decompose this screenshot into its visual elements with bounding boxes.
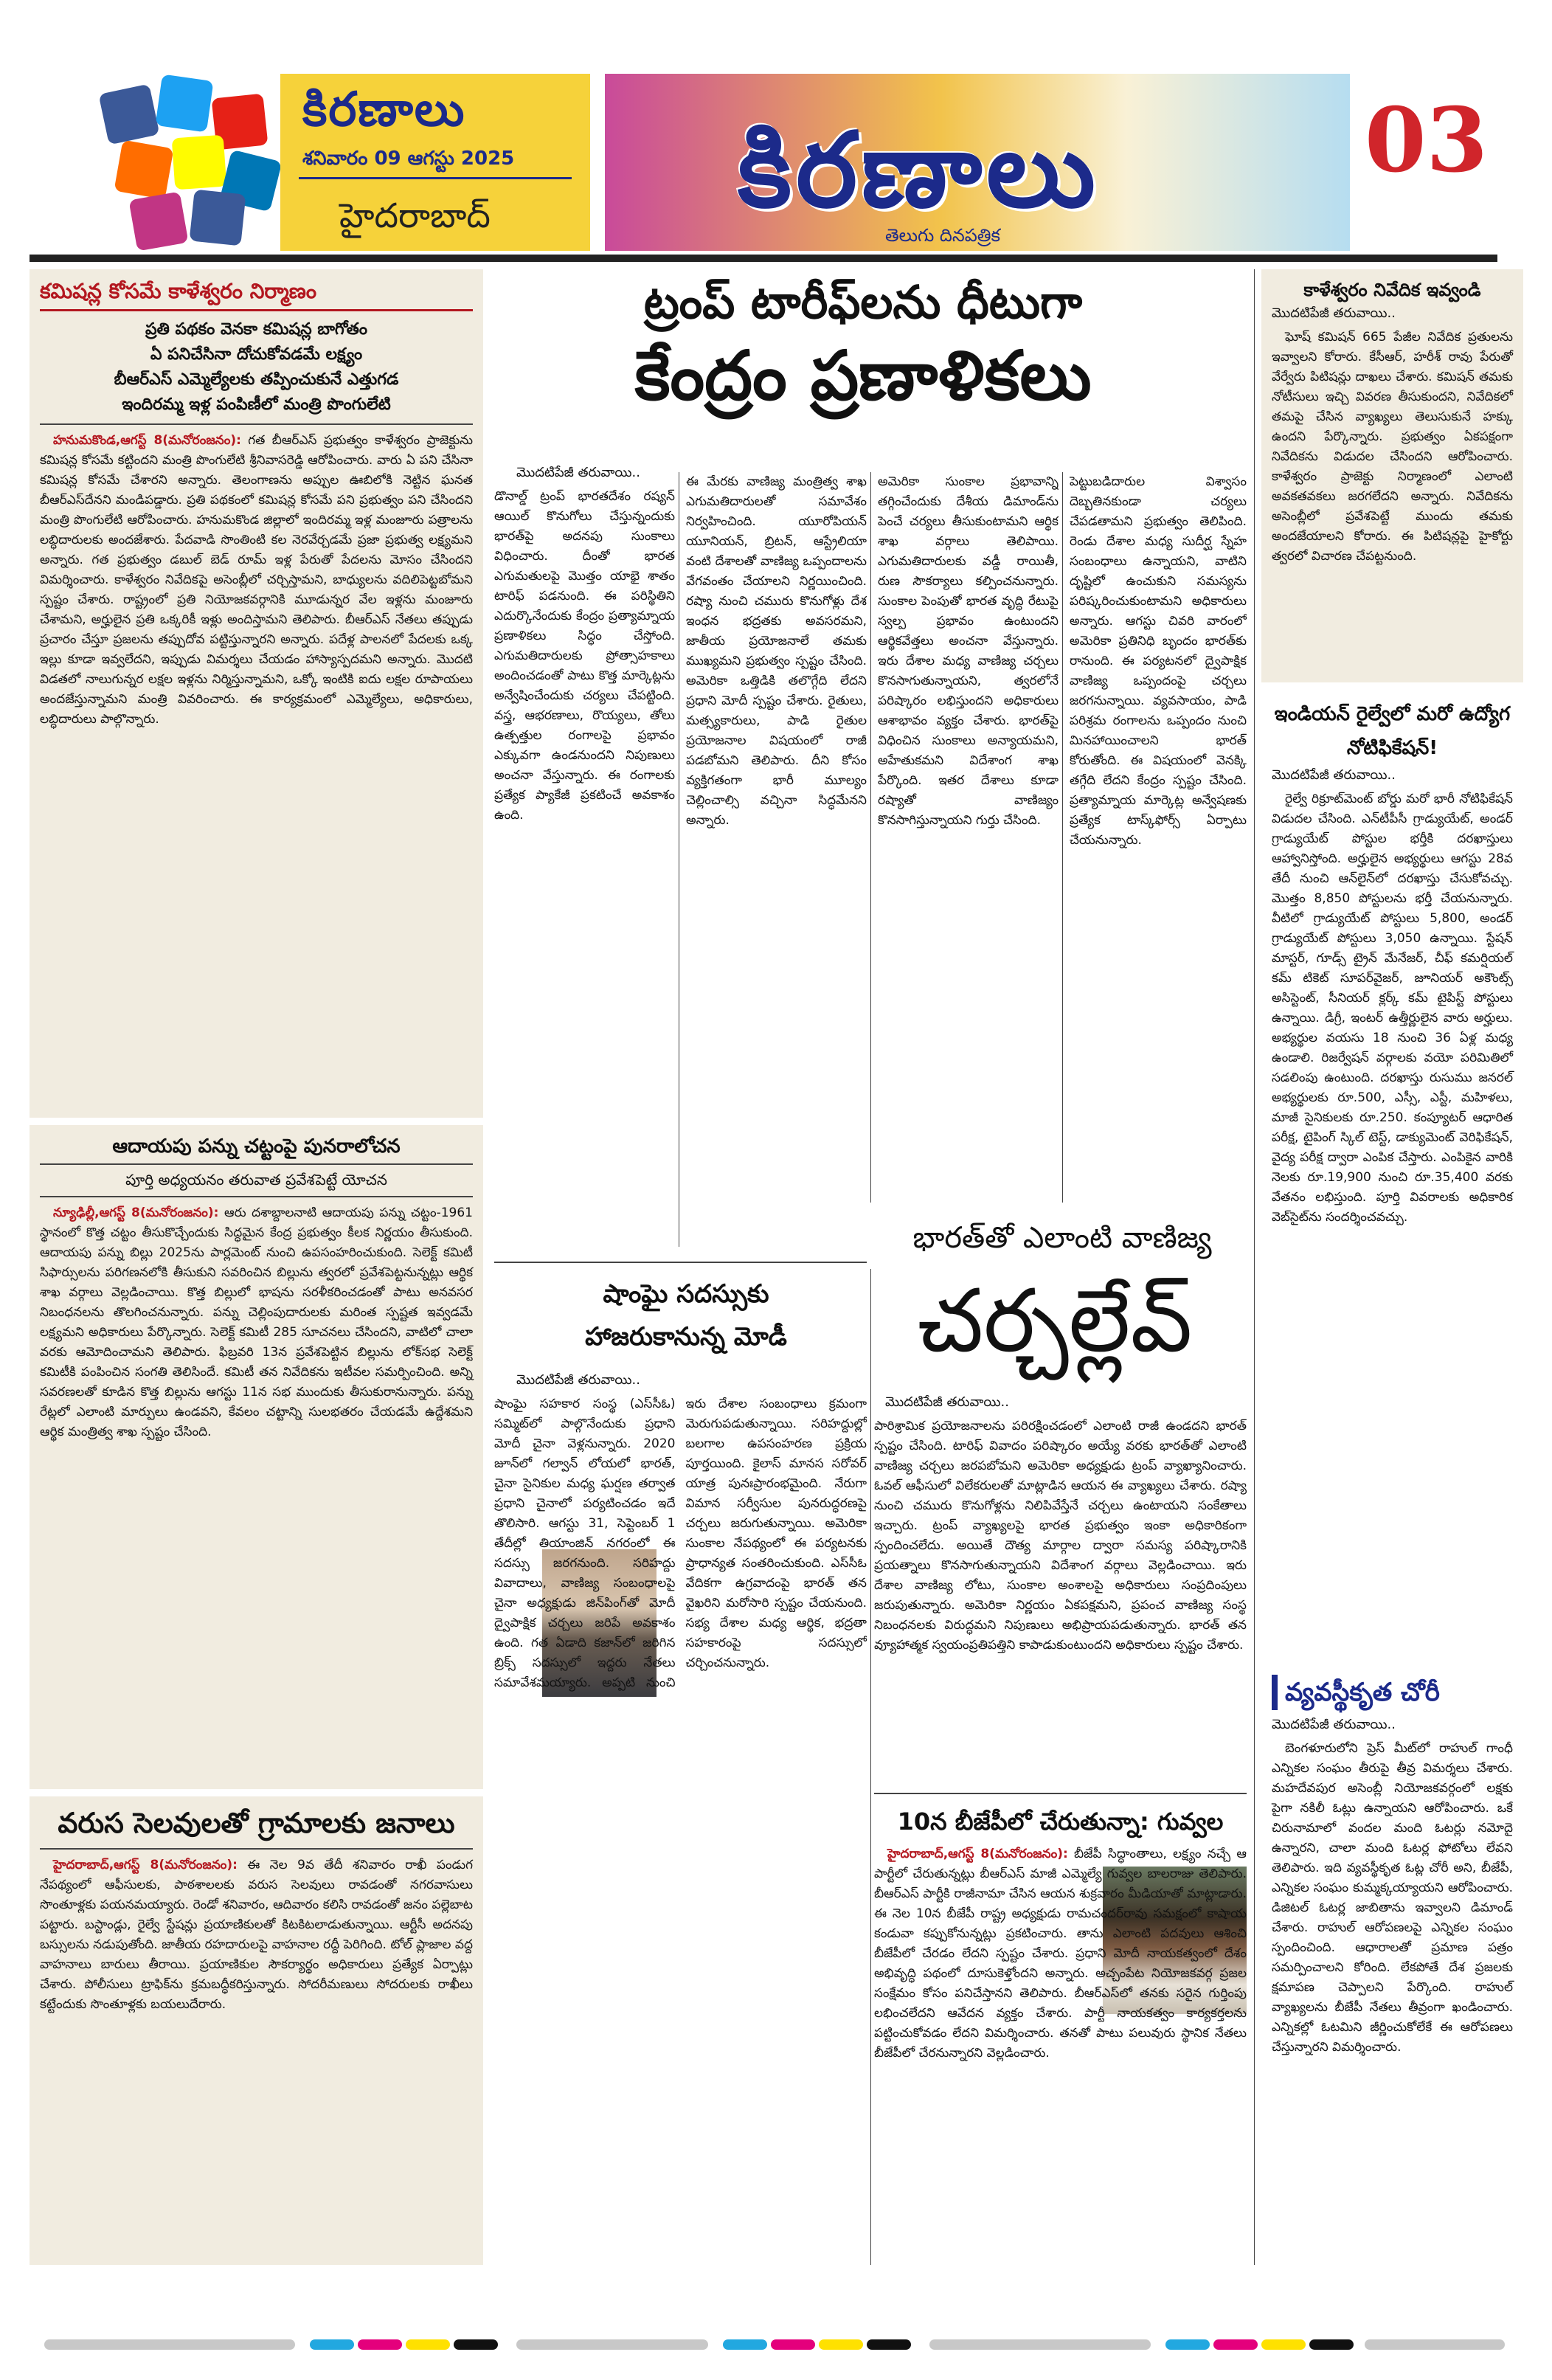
- theft-story-headline: వ్యవస్థీకృత చోరీ: [1272, 1675, 1513, 1710]
- railway-story-headline: ఇండియన్ రైల్వేలో మరో ఉద్యోగ నోటిఫికేషన్!: [1274, 703, 1511, 759]
- railway-story-body: రైల్వే రిక్రూట్‌మెంట్ బోర్డు మరో భారీ నోటిఫికేషన్ విడుదల చేసింది. ఎన్‌టీపీసీ గ్రాడ్యుయేట్, అండర్ గ్రాడ్యుయేట్ పోస్టుల భర్తీకి దరఖాస్తులు ఆహ్వానిస్తోంది. అర్హులైన అభ్యర్థులు ఆగస్టు 28వ తేదీ నుంచి ఆన్‌లైన్‌లో దరఖాస్తు చేసుకోవచ్చు. మొత్తం 8,850 పోస్టులను భర్తీ చేయనున్నారు. వీటిలో గ్రాడ్యుయేట్ పోస్టులు 5,800, అండర్ గ్రాడ్యుయేట్ పోస్టులు 3,050 ఉన్నాయి. స్టేషన్ మాస్టర్, గూడ్స్ ట్రైన్ మేనేజర్, చీఫ్ కమర్షియల్ కమ్ టికెట్ సూపర్‌వైజర్, జూనియర్ అకౌంట్స్ అసిస్టెంట్, సీనియర్ క్లర్క్ కమ్ టైపిస్ట్ పోస్టులు ఉన్నాయి. డిగ్రీ, ఇంటర్ ఉత్తీర్ణులైన వారు అర్హులు. అభ్యర్థుల వయసు 18 నుంచి 36 ఏళ్ల మధ్య ఉండాలి. రిజర్వేషన్ వర్గాలకు వయో పరిమితిలో సడలింపు ఉంటుంది. దరఖాస్తు రుసుము జనరల్ అభ్యర్థులకు రూ.500, ఎస్సీ, ఎస్టీ, మహిళలు, మాజీ సైనికులకు రూ.250. కంప్యూటర్ ఆధారిత పరీక్ష, టైపింగ్ స్కిల్ టెస్ట్, డాక్యుమెంట్ వెరిఫికేషన్, వైద్య పరీక్ష ద్వారా ఎంపిక చేస్తారు. ఎంపికైన వారికి నెలకు రూ.19,900 నుంచి రూ.35,400 వరకు వేతనం లభిస్తుంది. పూర్తి వివరాలకు అధికారిక వెబ్‌సైట్‌ను సందర్శించవచ్చు.: [1272, 792, 1513, 1225]
- left-story-headline: కమిషన్ల కోసమే కాళేశ్వరం నిర్మాణం: [40, 279, 317, 303]
- print-registration-bar: [44, 2335, 1512, 2354]
- tax-story-headline: ఆదాయపు పన్ను చట్టంపై పునరాలోచన: [112, 1135, 401, 1158]
- railway-story: [1261, 690, 1523, 1660]
- tax-story: [30, 1125, 483, 1789]
- mini-logo: కిరణాలు: [302, 83, 466, 137]
- villages-story: [30, 1796, 483, 2265]
- main-col-3: అమెరికా సుంకాల ప్రభావాన్ని తగ్గించేందుకు దేశీయ డిమాండ్‌ను పెంచే చర్యలు తీసుకుంటామని ఆర్థిక శాఖ వర్గాలు తెలిపాయి. ఎగుమతిదారులకు వడ్డీ రాయితీ, రుణ సౌకర్యాలు కల్పించనున్నారు. సుంకాల పెంపుతో భారత వృద్ధి రేటుపై స్వల్ప ప్రభావం ఉంటుందని ఆర్థికవేత్తలు అంచనా వేస్తున్నారు. ఇరు దేశాల మధ్య వాణిజ్య చర్చలు కొనసాగుతున్నాయని, త్వరలోనే పరిష్కారం లభిస్తుందని అధికారులు ఆశాభావం వ్యక్తం చేశారు. భారత్‌పై విధించిన సుంకాలు అన్యాయమని, అహేతుకమని విదేశాంగ శాఖ పేర్కొంది. ఇతర దేశాలు కూడా రష్యాతో వాణిజ్యం కొనసాగిస్తున్నాయని గుర్తు చేసింది.: [878, 474, 1059, 828]
- main-col-4: పెట్టుబడిదారుల విశ్వాసం దెబ్బతినకుండా చర్యలు చేపడతామని ప్రభుత్వం తెలిపింది. రెండు దేశాల మధ్య సుదీర్ఘ స్నేహ సంబంధాలు ఉన్నాయని, వాటిని దృష్టిలో ఉంచుకుని సమస్యను పరిష్కరించుకుంటామని అధికారులు అన్నారు. ఆగస్టు చివరి వారంలో అమెరికా ప్రతినిధి బృందం భారత్‌కు రానుంది. ఈ పర్యటనలో ద్వైపాక్షిక వాణిజ్య ఒప్పందంపై చర్చలు జరగనున్నాయి. వ్యవసాయం, పాడి పరిశ్రమ రంగాలను ఒప్పందం నుంచి మినహాయించాలని భారత్ కోరుతోంది. ఈ విషయంలో వెనక్కి తగ్గేది లేదని కేంద్రం స్పష్టం చేసింది. ప్రత్యామ్నాయ మార్కెట్ల అన్వేషణకు ప్రత్యేక టాస్క్‌ఫోర్స్ ఏర్పాటు చేయనున్నారు.: [1070, 474, 1247, 848]
- kaleshwaram-report-body: ఘోష్ కమిషన్ 665 పేజీల నివేదిక ప్రతులను ఇవ్వాలని కోరారు. కేసీఆర్, హరీశ్ రావు పేరుతో వేర్వేరు పిటిషన్లు దాఖలు చేశారు. కమిషన్ తమకు నోటీసులు ఇచ్చి వివరణ తీసుకుందని, నివేదికలో తమపై చేసిన వ్యాఖ్యలు తెలుసుకునే హక్కు ఉందని పేర్కొన్నారు. ప్రభుత్వం ఏకపక్షంగా నివేదికను విడుదల చేసిందని ఆరోపించారు. కాళేశ్వరం ప్రాజెక్టు నిర్మాణంలో ఎలాంటి అవకతవకలు జరగలేదని అన్నారు. నివేదికను అసెంబ్లీలో ప్రవేశపెట్టే ముందు తమకు అందజేయాలని కోరారు. ఈ పిటిషన్లపై హైకోర్టు త్వరలో విచారణ చేపట్టనుంది.: [1272, 330, 1513, 564]
- trade-story-credit: మొదటిపేజీ తరువాయి..: [885, 1394, 1009, 1410]
- main-col-2: ఈ మేరకు వాణిజ్య మంత్రిత్వ శాఖ ఎగుమతిదారులతో సమావేశం నిర్వహించింది. యూరోపియన్ యూనియన్, బ్రిటన్, ఆస్ట్రేలియా వంటి దేశాలతో వాణిజ్య ఒప్పందాలను వేగవంతం చేయాలని నిర్ణయించింది. రష్యా నుంచి చమురు కొనుగోళ్లు దేశ ఇంధన భద్రతకు అవసరమని, జాతీయ ప్రయోజనాలే తమకు ముఖ్యమని ప్రభుత్వం స్పష్టం చేసింది. అమెరికా ఒత్తిడికి తలొగ్గేది లేదని ప్రధాని మోదీ స్పష్టం చేశారు. రైతులు, మత్స్యకారులు, పాడి రైతుల ప్రయోజనాల విషయంలో రాజీ పడబోమని తెలిపారు. దీని కోసం వ్యక్తిగతంగా భారీ మూల్యం చెల్లించాల్సి వచ్చినా సిద్ధమేనని అన్నారు.: [686, 474, 867, 828]
- edition-city: హైదరాబాద్: [339, 196, 491, 235]
- mini-masthead: [280, 74, 590, 251]
- villages-story-dateline: హైదరాబాద్,ఆగస్ట్ 8(మనోరంజనం):: [53, 1858, 238, 1872]
- masthead-rule: [30, 255, 1497, 262]
- theft-story-credit: మొదటిపేజీ తరువాయి..: [1272, 1717, 1396, 1732]
- edition-date: శనివారం 09 ఆగస్టు 2025: [302, 148, 515, 170]
- kaleshwaram-report-headline: కాళేశ్వరం నివేదిక ఇవ్వండి: [1303, 280, 1481, 300]
- villages-story-body: ఈ నెల 9వ తేదీ శనివారం రాఖీ పండుగ నేపథ్యంలో ఆఫీసులకు, పాఠశాలలకు వరుస సెలవులు రావడంతో నగరవాసులు సొంతూళ్లకు పయనమయ్యారు. రెండో శనివారం, ఆదివారం కలిసి రావడంతో జనం పల్లెబాట పట్టారు. బస్టాండ్లు, రైల్వే స్టేషన్లు ప్రయాణికులతో కిటకిటలాడుతున్నాయి. ఆర్టీసీ అదనపు బస్సులను నడుపుతోంది. జాతీయ రహదారులపై వాహనాల రద్దీ పెరిగింది. టోల్ ప్లాజాల వద్ద వాహనాలు బారులు తీరాయి. ప్రయాణికుల సౌకర్యార్థం అధికారులు ప్రత్యేక ఏర్పాట్లు చేశారు. పోలీసులు ట్రాఫిక్‌ను క్రమబద్ధీకరిస్తున్నారు. సోదరీమణులు సోదరులకు రాఖీలు కట్టేందుకు సొంతూళ్లకు బయలుదేరారు.: [40, 1858, 473, 2012]
- main-headline-line1: ట్రంప్ టారీఫ్‌లను ధీటుగా: [643, 275, 1083, 329]
- shanghai-story-credit: మొదటిపేజీ తరువాయి..: [516, 1372, 640, 1388]
- shanghai-story-body: షాంఘై సహకార సంస్థ (ఎస్‌సీఓ) సమ్మిట్‌లో పాల్గొనేందుకు ప్రధాని మోదీ చైనా వెళ్లనున్నారు. 2020 జూన్‌లో గల్వాన్ లోయలో భారత్, చైనా సైనికుల మధ్య ఘర్షణ తర్వాత ప్రధాని చైనాలో పర్యటించడం ఇదే తొలిసారి. ఆగస్టు 31, సెప్టెంబర్ 1 తేదీల్లో తియాంజిన్ నగరంలో ఈ సదస్సు జరగనుంది. సరిహద్దు వివాదాలు, వాణిజ్య సంబంధాలపై చైనా అధ్యక్షుడు జిన్‌పింగ్‌తో మోదీ ద్వైపాక్షిక చర్చలు జరిపే అవకాశం ఉంది. గత ఏడాది కజాన్‌లో జరిగిన బ్రిక్స్ సదస్సులో ఇద్దరు నేతలు సమావేశమయ్యారు. అప్పటి నుంచి ఇరు దేశాల సంబంధాలు క్రమంగా మెరుగుపడుతున్నాయి. సరిహద్దుల్లో బలగాల ఉపసంహరణ ప్రక్రియ పూర్తయింది. కైలాస్ మానస సరోవర్ యాత్ర పునఃప్రారంభమైంది. నేరుగా విమాన సర్వీసుల పునరుద్ధరణపై చర్చలు జరుగుతున్నాయి. అమెరికా సుంకాల నేపథ్యంలో ఈ పర్యటనకు ప్రాధాన్యత సంతరించుకుంది. ఎస్‌సీఓ వేదికగా ఉగ్రవాదంపై భారత్ తన వైఖరిని మరోసారి స్పష్టం చేయనుంది. సభ్య దేశాల మధ్య ఆర్థిక, భద్రతా సహకారంపై సదస్సులో చర్చించనున్నారు.: [494, 1397, 867, 1690]
- trade-story-headline: చర్చల్లేవ్: [917, 1270, 1193, 1371]
- guvvala-story-text: బీజేపీ సిద్ధాంతాలు, లక్ష్యం నచ్చే ఆ పార్టీలో చేరుతున్నట్లు బీఆర్ఎస్ మాజీ ఎమ్మెల్యే గువ్వల బాలరాజు తెలిపారు. బీఆర్ఎస్ పార్టీకి రాజీనామా చేసిన ఆయన శుక్రవారం మీడియాతో మాట్లాడారు. ఈ నెల 10న బీజేపీ రాష్ట్ర అధ్యక్షుడు రామచందర్‌రావు సమక్షంలో కాషాయ కండువా కప్పుకోనున్నట్లు ప్రకటించారు. తాను ఎలాంటి పదవులు ఆశించి బీజేపీలో చేరడం లేదని స్పష్టం చేశారు. ప్రధాని మోదీ నాయకత్వంలో దేశం అభివృద్ధి పథంలో దూసుకెళ్తోందని అన్నారు. అచ్చంపేట నియోజకవర్గ ప్రజల సంక్షేమం కోసం పనిచేస్తానని తెలిపారు. బీఆర్ఎస్‌లో తనకు సరైన గుర్తింపు లభించలేదని ఆవేదన వ్యక్తం చేశారు. పార్టీ నాయకత్వం కార్యకర్తలను పట్టించుకోవడం లేదని విమర్శించారు. తనతో పాటు పలువురు స్థానిక నేతలు బీజేపీలో చేరనున్నారని వెల్లడించారు.: [874, 1847, 1247, 2061]
- theft-story: [1261, 1667, 1523, 2265]
- tax-story-dateline: న్యూఢిల్లీ,ఆగస్ట్ 8(మనోరంజనం):: [53, 1205, 219, 1220]
- trade-story-body: పారిశ్రామిక ప్రయోజనాలను పరిరక్షించడంలో ఎలాంటి రాజీ ఉండదని భారత్ స్పష్టం చేసింది. టారిఫ్ వివాదం పరిష్కారం అయ్యే వరకు భారత్‌తో ఎలాంటి వాణిజ్య చర్చలు జరపబోమని అమెరికా అధ్యక్షుడు ట్రంప్ వ్యాఖ్యానించారు. ఓవల్ ఆఫీసులో విలేకరులతో మాట్లాడిన ఆయన ఈ వ్యాఖ్యలు చేశారు. రష్యా నుంచి చమురు కొనుగోళ్లను నిలిపివేస్తేనే చర్చలు ఉంటాయని సంకేతాలు ఇచ్చారు. ట్రంప్ వ్యాఖ్యలపై భారత ప్రభుత్వం ఇంకా అధికారికంగా స్పందించలేదు. అయితే దౌత్య మార్గాల ద్వారా సమస్య పరిష్కారానికి ప్రయత్నాలు కొనసాగుతున్నాయని విదేశాంగ వర్గాలు వెల్లడించాయి. ఇరు దేశాల వాణిజ్య లోటు, సుంకాల అంశాలపై అధికారులు సంప్రదింపులు జరుపుతున్నారు. అమెరికా నిర్ణయం ఏకపక్షమని, ప్రపంచ వాణిజ్య సంస్థ నిబంధనలకు విరుద్ధమని నిపుణులు అభిప్రాయపడుతున్నారు. భారత్ తన వ్యూహాత్మక స్వయంప్రతిపత్తిని కాపాడుకుంటుందని అధికారులు స్పష్టం చేశారు.: [874, 1419, 1247, 1653]
- guvvala-story-dateline: హైదరాబాద్,ఆగస్ట్ 8(మనోరంజనం):: [887, 1847, 1068, 1861]
- main-col-1: డొనాల్డ్ ట్రంప్ భారతదేశం రష్యన్ ఆయిల్ కొనుగోలు చేస్తున్నందుకు భారత్‌పై అదనపు సుంకాలు విధించారు. దీంతో భారత ఎగుమతులపై మొత్తం యాభై శాతం టారిఫ్ పడనుంది. ఈ పరిస్థితిని ఎదుర్కొనేందుకు కేంద్రం ప్రత్యామ్నాయ ప్రణాళికలు సిద్ధం చేస్తోంది. ఎగుమతిదారులకు ప్రోత్సాహకాలు అందించడంతో పాటు కొత్త మార్కెట్లను అన్వేషించేందుకు చర్యలు చేపట్టింది. వస్త్ర, ఆభరణాలు, రొయ్యలు, తోలు ఉత్పత్తుల రంగాలపై ప్రభావం ఎక్కువగా ఉండనుందని నిపుణులు అంచనా వేస్తున్నారు. ఈ రంగాలకు ప్రత్యేక ప్యాకేజీ ప్రకటించే అవకాశం ఉంది.: [494, 489, 675, 823]
- social-media-cubes-graphic: [96, 74, 280, 251]
- newspaper-logo: కిరణాలు: [738, 111, 1100, 231]
- tax-story-subheadline: పూర్తి అధ్యయనం తరువాత ప్రవేశపెట్టే యోచన: [125, 1171, 387, 1189]
- guvvala-story-headline: 10న బీజేపీలో చేరుతున్నా: గువ్వల: [897, 1808, 1224, 1836]
- shanghai-story-headline: షాంఘై సదస్సుకు హాజరుకానున్న మోడీ: [585, 1279, 787, 1352]
- bullet-2: ఏ పనిచేసినా దోచుకోవడమే లక్ష్యం: [150, 345, 363, 364]
- bullet-4: ఇందిరమ్మ ఇళ్ల పంపిణీలో మంత్రి పొంగులేటి: [122, 395, 391, 414]
- tax-story-body: ఆరు దశాబ్దాలనాటి ఆదాయపు పన్ను చట్టం-1961 స్థానంలో కొత్త చట్టం తీసుకొచ్చేందుకు సిద్ధమైన కేంద్ర ప్రభుత్వం కీలక నిర్ణయం తీసుకుంది. ఆదాయపు పన్ను బిల్లు 2025ను పార్లమెంట్ నుంచి ఉపసంహరించుకుంది. సెలెక్ట్ కమిటీ సిఫార్సులను పరిగణనలోకి తీసుకుని సవరించిన బిల్లును త్వరలో ప్రవేశపెట్టనున్నట్లు ఆర్థిక శాఖ వర్గాలు వెల్లడించాయి. కొత్త బిల్లులో భాషను సరళీకరించడంతో పాటు అనవసర నిబంధనలను తొలగించనున్నారు. పన్ను చెల్లింపుదారులకు మరింత స్పష్టత ఇవ్వడమే లక్ష్యమని అధికారులు పేర్కొన్నారు. సెలెక్ట్ కమిటీ 285 సూచనలు చేసిందని, వాటిలో చాలా వరకు ఆమోదించామని తెలిపారు. ఫిబ్రవరి 13న ప్రవేశపెట్టిన బిల్లును లోక్‌సభ సెలెక్ట్ కమిటీకి పంపించిన సంగతి తెలిసిందే. కమిటీ తన నివేదికను ఇటీవల సమర్పించింది. అన్ని సవరణలతో కూడిన కొత్త బిల్లును ఆగస్టు 11న సభ ముందుకు తీసుకురానున్నారు. పన్ను రేట్లలో ఎలాంటి మార్పులు ఉండవని, కేవలం చట్టాన్ని సులభతరం చేయడమే ఉద్దేశమని ఆర్థిక మంత్రిత్వ శాఖ స్పష్టం చేసింది.: [40, 1205, 473, 1439]
- main-masthead: [605, 74, 1350, 251]
- trade-story-kicker: భారత్‌తో ఎలాంటి వాణిజ్య: [912, 1221, 1212, 1255]
- main-headline-line2: కేంద్రం ప్రణాళికలు: [634, 336, 1092, 415]
- villages-story-headline: వరుస సెలవులతో గ్రామాలకు జనాలు: [58, 1807, 455, 1839]
- page-number: 03: [1365, 89, 1488, 193]
- guvvala-story-body: [874, 1844, 1247, 2269]
- bullet-1: ప్రతి పథకం వెనకా కమిషన్ల బాగోతం: [145, 320, 368, 339]
- theft-story-body: బెంగళూరులోని ప్రెస్ మీట్‌లో రాహుల్ గాంధీ ఎన్నికల సంఘం తీరుపై తీవ్ర విమర్శలు చేశారు. మహదేవపుర అసెంబ్లీ నియోజకవర్గంలో లక్షకు పైగా నకిలీ ఓట్లు ఉన్నాయని ఆరోపించారు. ఒకే చిరునామాలో వందల మంది ఓటర్లు నమోదై ఉన్నారని, చాలా మంది ఓటర్ల ఫోటోలు లేవని తెలిపారు. ఇది వ్యవస్థీకృత ఓట్ల చోరీ అని, బీజేపీ, ఎన్నికల సంఘం కుమ్మక్కయ్యాయని ఆరోపించారు. డిజిటల్ ఓటర్ల జాబితాను ఇవ్వాలని డిమాండ్ చేశారు. రాహుల్ ఆరోపణలపై ఎన్నికల సంఘం స్పందించింది. ఆధారాలతో ప్రమాణ పత్రం సమర్పించాలని కోరింది. లేకపోతే దేశ ప్రజలకు క్షమాపణ చెప్పాలని పేర్కొంది. రాహుల్ వ్యాఖ్యలను బీజేపీ నేతలు తీవ్రంగా ఖండించారు. ఎన్నికల్లో ఓటమిని జీర్ణించుకోలేకే ఈ ఆరోపణలు చేస్తున్నారని విమర్శించారు.: [1272, 1741, 1513, 2055]
- railway-story-credit: మొదటిపేజీ తరువాయి..: [1272, 767, 1396, 783]
- main-story-credit: మొదటిపేజీ తరువాయి..: [516, 465, 640, 480]
- kaleshwaram-report-credit: మొదటిపేజీ తరువాయి..: [1272, 305, 1396, 321]
- left-story-bullets: [40, 317, 473, 418]
- newspaper-tagline: తెలుగు దినపత్రిక: [885, 225, 1001, 246]
- kaleshwaram-report-story: [1261, 269, 1523, 682]
- left-story-body: గత బీఆర్ఎస్ ప్రభుత్వం కాళేశ్వరం ప్రాజెక్టును కమిషన్ల కోసమే కట్టిందని మంత్రి పొంగులేటి శ్రీనివాసరెడ్డి ఆరోపించారు. వారు ఏ పని చేసినా కమిషన్ల కోసమే చేశారని అన్నారు. తెలంగాణను అప్పుల ఊబిలోకి నెట్టిన ఘనత బీఆర్ఎస్‌దేనని మండిపడ్డారు. ప్రతి పథకంలో కమిషన్ల కోసమే పని ప్రభుత్వం పని చేసిందని మంత్రి పొంగులేటి ఆరోపించారు. హనుమకొండ జిల్లాలో ఇందిరమ్మ ఇళ్ల మంజూరు పత్రాలను లబ్ధిదారులకు అందజేశారు. పేదవాడి సొంతింటి కల నెరవేర్చడమే ప్రజా ప్రభుత్వ లక్ష్యమని అన్నారు. గత ప్రభుత్వం డబుల్ బెడ్ రూమ్ ఇళ్ల పేరుతో పేదలను మోసం చేసిందని విమర్శించారు. కాళేశ్వరం నివేదికపై అసెంబ్లీలో చర్చిస్తామని, బాధ్యులను వదిలిపెట్టబోమని స్పష్టం చేశారు. రాష్ట్రంలో ప్రతి నియోజకవర్గానికి మూడున్నర వేల ఇళ్లను మంజూరు చేశామని, అర్హులైన ప్రతి ఒక్కరికీ ఇళ్లు అందిస్తామని తెలిపారు. బీఆర్ఎస్ నేతలు తప్పుడు ప్రచారం చేస్తూ ప్రజలను తప్పుదోవ పట్టిస్తున్నారని అన్నారు. పదేళ్ల పాలనలో పేదలకు ఒక్క ఇల్లు కూడా ఇవ్వలేదని, ఇప్పుడు విమర్శలు చేయడం హాస్యాస్పదమని అన్నారు. మొదటి విడతలో నాలుగున్నర లక్షల ఇళ్లను నిర్మిస్తున్నామని, ఒక్కో ఇంటికి ఐదు లక్షల రూపాయలు అందజేస్తున్నామని మంత్రి వివరించారు. ఈ కార్యక్రమంలో ఎమ్మెల్యేలు, అధికారులు, లబ్ధిదారులు పాల్గొన్నారు.: [40, 433, 474, 727]
- left-story: [30, 269, 483, 1118]
- bullet-3: బీఆర్ఎస్ ఎమ్మెల్యేలకు తప్పించుకునే ఎత్తుగడ: [114, 370, 399, 389]
- left-story-dateline: హనుమకొండ,ఆగస్ట్ 8(మనోరంజనం):: [53, 433, 241, 448]
